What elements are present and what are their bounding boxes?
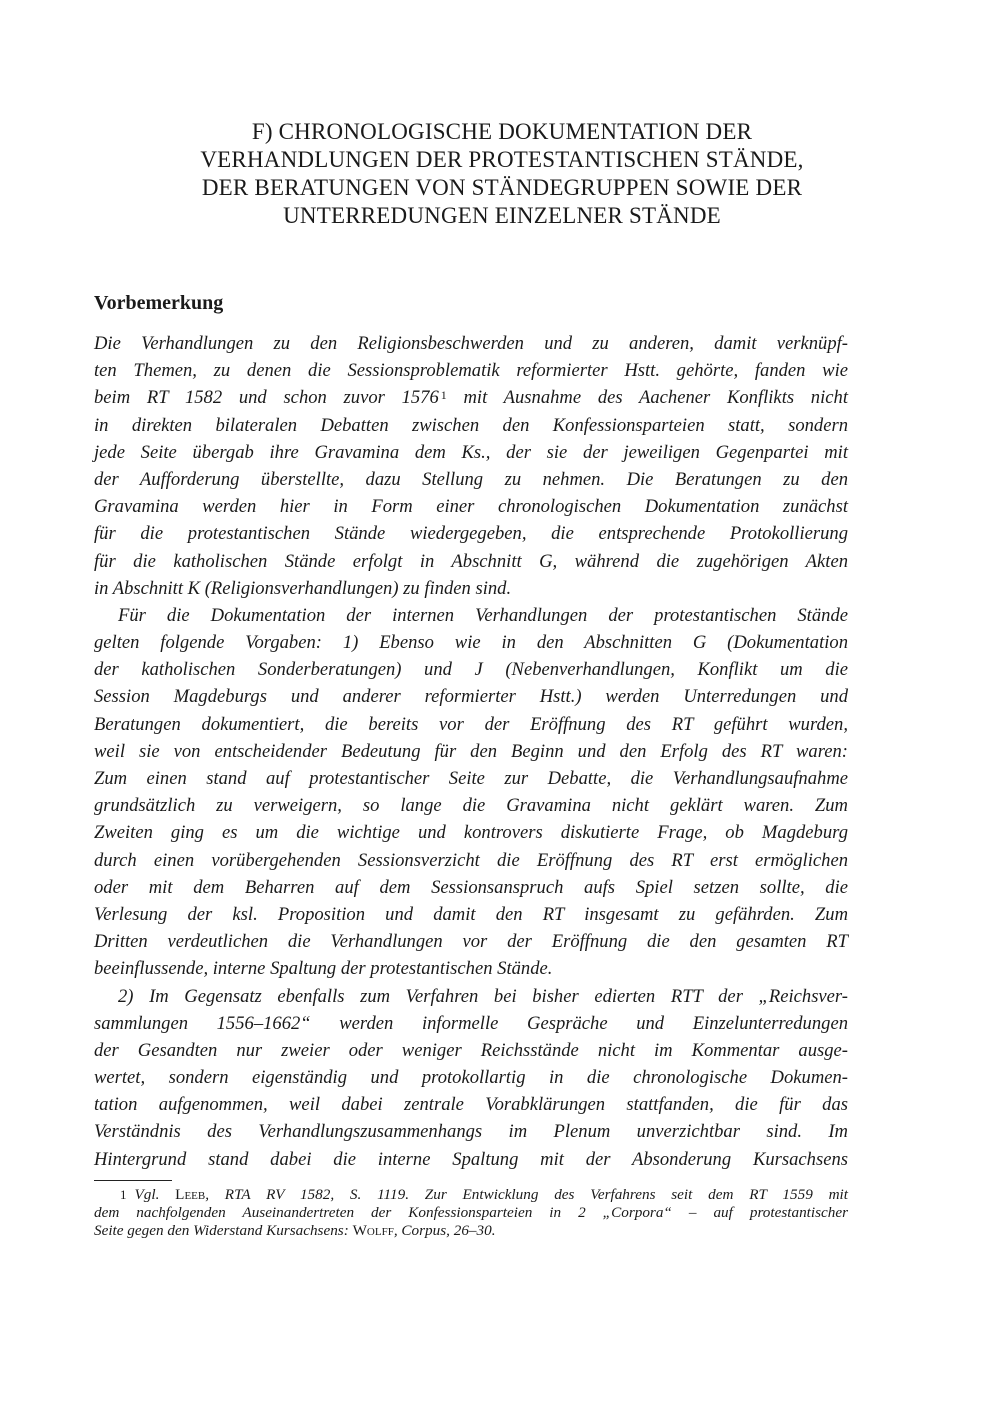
footnote: [94, 1186, 848, 1240]
text-segment: , Corpus, 26–30.: [393, 1222, 496, 1239]
footnote-divider: [94, 1180, 172, 1181]
footnote-reference[interactable]: 1: [440, 388, 447, 403]
body-text: [94, 330, 848, 1173]
text-line: für die katholischen Stände erfolgt in Abschnitt G, während die zugehörigen Akten: [94, 550, 848, 572]
text-line: Verlesung der ksl. Proposition und damit den RT insgesamt zu gefährden. Zum: [94, 903, 848, 925]
text-line: jede Seite übergab ihre Gravamina dem Ks., der sie der jeweiligen Gegenpartei mit: [94, 441, 848, 463]
text-line: beeinflussende, interne Spaltung der protestantischen Stände.: [94, 958, 553, 980]
text-line: [94, 384, 848, 411]
text-line: tation aufgenommen, weil dabei zentrale Vorabklärungen stattfanden, die für das: [94, 1094, 848, 1116]
text-line: Beratungen dokumentiert, die bereits vor der Eröffnung des RT geführt wurden,: [94, 713, 848, 735]
section-title: [60, 118, 944, 230]
text-line: wertet, sondern eigenständig und protokollartig in die chronologische Dokumen-: [94, 1067, 848, 1089]
text-line: grundsätzlich zu verweigern, so lange die Gravamina nicht geklärt waren. Zum: [94, 795, 848, 817]
text-line: ten Themen, zu denen die Sessionsproblematik reformierter Hstt. gehörte, fanden wie: [94, 360, 848, 382]
text-line: in direkten bilateralen Debatten zwischen den Konfessionsparteien statt, sondern: [94, 414, 848, 436]
footnote-line: dem nachfolgenden Auseinandertreten der Konfessionsparteien in 2 „Corpora“ – auf protestantischer: [94, 1204, 848, 1221]
subheading: Vorbemerkung: [94, 292, 224, 314]
text-line: Gravamina werden hier in Form einer chronologischen Dokumentation zunächst: [94, 496, 848, 518]
text-line: in Abschnitt K (Religionsverhandlungen) zu finden sind.: [94, 577, 512, 599]
text-line: der Gesandten nur zweier oder weniger Reichsstände nicht im Kommentar ausge-: [94, 1039, 848, 1061]
text-line: Dritten verdeutlichen die Verhandlungen vor der Eröffnung die den gesamten RT: [94, 931, 848, 953]
text-line: Zweiten ging es um die wichtige und kontrovers diskutierte Frage, ob Magdeburg: [94, 822, 848, 844]
paragraph-2: [94, 602, 848, 983]
text-line: 2) Im Gegensatz ebenfalls zum Verfahren bei bisher edierten RTT der „Reichsver-: [118, 985, 848, 1007]
title-line: UNTERREDUNGEN EINZELNER STÄNDE: [283, 203, 721, 228]
title-line: DER BERATUNGEN VON STÄNDEGRUPPEN SOWIE DER: [201, 175, 803, 200]
footnote-number: 1: [120, 1187, 127, 1202]
text-line: Hintergrund stand dabei die interne Spaltung mit der Absonderung Kursachsens: [94, 1148, 848, 1170]
text-line: für die protestantischen Stände wiedergegeben, die entsprechende Protokollierung: [94, 523, 848, 545]
text-segment: , RTA RV 1582, S. 1119. Zur Entwicklung des Verfahrens seit dem RT 1559 mit: [205, 1186, 848, 1203]
paragraph-1: [94, 330, 848, 602]
text-line: sammlungen 1556–1662“ werden informelle Gespräche und Einzelunterredungen: [94, 1012, 848, 1034]
title-line: VERHANDLUNGEN DER PROTESTANTISCHEN STÄNDE,: [200, 147, 804, 172]
text-line: der Aufforderung überstellte, dazu Stellung zu nehmen. Die Beratungen zu den: [94, 468, 848, 490]
title-line: F) CHRONOLOGISCHE DOKUMENTATION DER: [251, 119, 753, 144]
text-line: Verständnis des Verhandlungszusammenhangs im Plenum unverzichtbar sind. Im: [94, 1121, 848, 1143]
text-line: durch einen vorübergehenden Sessionsverzicht die Eröffnung des RT erst ermöglichen: [94, 849, 848, 871]
text-line: Zum einen stand auf protestantischer Seite zur Debatte, die Verhandlungsaufnahme: [94, 768, 848, 789]
text-line: Die Verhandlungen zu den Religionsbeschwerden und zu anderen, damit verknüpf-: [94, 333, 848, 354]
text-line: oder mit dem Beharren auf dem Sessionsanspruch aufs Spiel setzen sollte, die: [94, 876, 848, 898]
text-line: Für die Dokumentation der internen Verhandlungen der protestantischen Stände: [118, 604, 848, 626]
author-name: Wolff: [352, 1222, 394, 1239]
text-segment: Vgl.: [134, 1186, 176, 1203]
footnote-line: [94, 1222, 848, 1240]
text-line: der katholischen Sonderberatungen) und J (Nebenverhandlungen, Konflikt um die: [94, 659, 848, 681]
text-line: Session Magdeburgs und anderer reformierter Hstt.) werden Unterredungen und: [94, 686, 848, 708]
text-line: gelten folgende Vorgaben: 1) Ebenso wie in den Abschnitten G (Dokumentation: [94, 632, 848, 654]
text-line: weil sie von entscheidender Bedeutung für den Beginn und den Erfolg des RT waren:: [94, 740, 848, 762]
text-segment: mit Ausnahme des Aachener Konflikts nicht: [463, 387, 848, 409]
text-segment: Seite gegen den Widerstand Kursachsens:: [94, 1222, 353, 1239]
text-segment: beim RT 1582 und schon zuvor 1576: [94, 387, 439, 409]
author-name: Leeb: [175, 1186, 206, 1203]
footnote-line: [94, 1186, 848, 1204]
paragraph-3: [94, 983, 848, 1173]
